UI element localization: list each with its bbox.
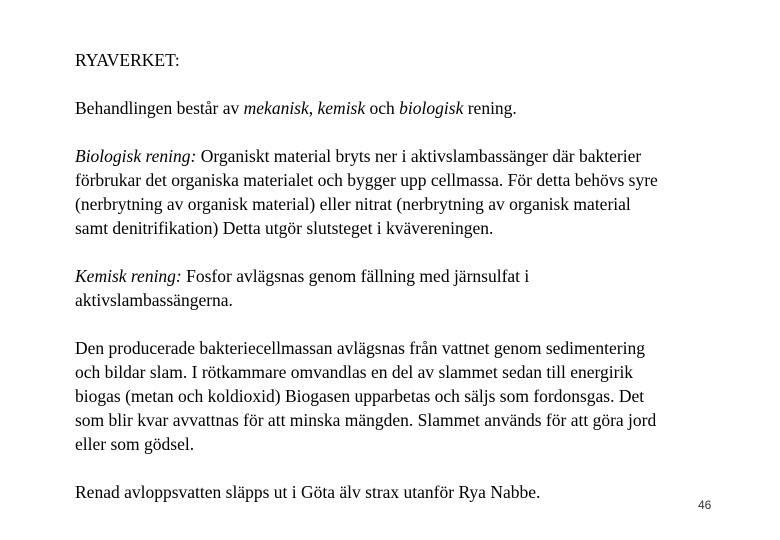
biological-paragraph xyxy=(75,144,755,240)
sludge-line-4: som blir kvar avvattnas för att minska mängden. Slammet används för att göra jord xyxy=(75,410,657,430)
sludge-line-5: eller som gödsel. xyxy=(75,434,195,454)
title-text: RYAVERKET: xyxy=(75,50,180,70)
chemical-text-1: Fosfor avlägsnas genom fällning med järnsulfat i xyxy=(181,266,530,286)
sludge-line-2: och bildar slam. I rötkammare omvandlas en del av slammet sedan till energirik xyxy=(75,362,634,382)
chemical-line-1 xyxy=(75,264,755,288)
chemical-label: Kemisk rening: xyxy=(75,266,182,286)
term-mechanical: mekanisk xyxy=(243,98,309,118)
intro-paragraph xyxy=(75,96,755,120)
biological-text-1: Organiskt material bryts ner i aktivslambassänger där bakterier xyxy=(196,146,642,166)
biological-line-1 xyxy=(75,144,755,168)
sludge-line-3: biogas (metan och koldioxid) Biogasen upparbetas och säljs som fordonsgas. Det xyxy=(75,386,645,406)
biological-line-3: (nerbrytning av organisk material) eller nitrat (nerbrytning av organisk material xyxy=(75,194,631,214)
term-biological: biologisk xyxy=(399,98,464,118)
slide-body xyxy=(75,48,755,504)
page-number: 46 xyxy=(698,498,712,512)
intro-separator-2: och xyxy=(365,98,400,118)
intro-separator-1: , xyxy=(308,98,318,118)
slide-title xyxy=(75,48,755,72)
sludge-line-1: Den producerade bakteriecellmassan avlägsnas från vattnet genom sedimentering xyxy=(75,338,645,358)
release-paragraph xyxy=(75,480,755,504)
intro-prefix: Behandlingen består av xyxy=(75,98,244,118)
biological-line-4: samt denitrifikation) Detta utgör slutsteget i kvävereningen. xyxy=(75,218,494,238)
biological-line-2: förbrukar det organiska materialet och bygger upp cellmassa. För detta behövs syre xyxy=(75,170,658,190)
release-text: Renad avloppsvatten släpps ut i Göta älv strax utanför Rya Nabbe. xyxy=(75,482,541,502)
biological-label: Biologisk rening: xyxy=(75,146,197,166)
intro-suffix: rening. xyxy=(463,98,517,118)
chemical-paragraph xyxy=(75,264,755,312)
sludge-paragraph xyxy=(75,336,755,456)
term-chemical: kemisk xyxy=(317,98,366,118)
chemical-line-2: aktivslambassängerna. xyxy=(75,290,233,310)
